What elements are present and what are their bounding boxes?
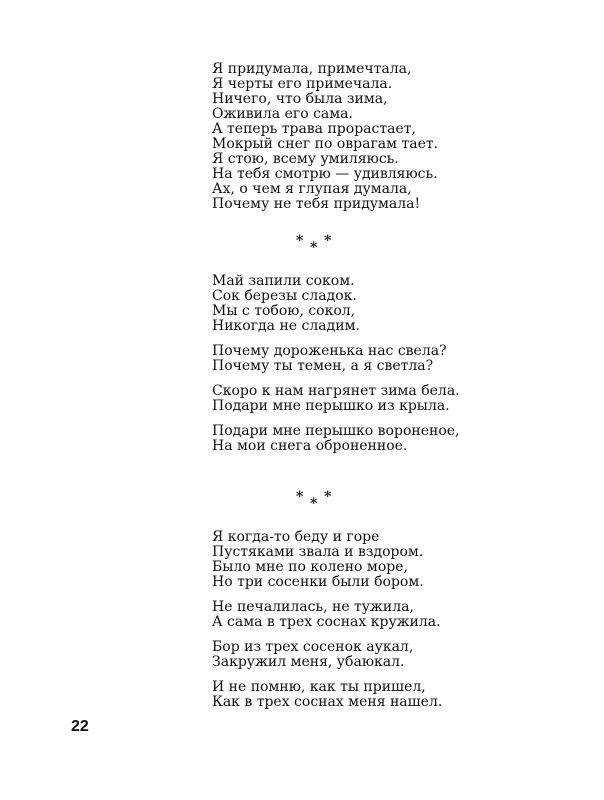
poem-3	[212, 530, 442, 710]
verse-line: Почему ты темен, а я светла?	[212, 358, 434, 374]
stanza	[212, 680, 442, 710]
verse-line: Почему не тебя придумала!	[212, 196, 421, 212]
verse-line: Но три сосенки были бором.	[212, 574, 424, 590]
verse-line: Мокрый снег по оврагам тает.	[212, 136, 439, 152]
verse-line: Я когда-то беду и горе	[212, 529, 380, 545]
verse-line: На мои снега оброненное.	[212, 438, 408, 454]
verse-line: Я стою, всему умиляюсь.	[212, 151, 399, 167]
verse-line: Ах, о чем я глупая думала,	[212, 181, 412, 197]
separator-star: *	[296, 489, 304, 505]
asterism-separator-1	[0, 233, 604, 256]
asterism-separator-2	[0, 489, 604, 512]
verse-line: Никогда не сладим.	[212, 318, 360, 334]
stanza	[212, 530, 442, 590]
verse-line: Как в трех соснах меня нашел.	[212, 694, 443, 710]
verse-line: На тебя смотрю — удивляюсь.	[212, 166, 438, 182]
verse-line: Я придумала, примечтала,	[212, 61, 412, 77]
verse-line: Подари мне перышко из крыла.	[212, 398, 450, 414]
verse-line: Подари мне перышко вороненое,	[212, 423, 460, 439]
stanza	[212, 62, 438, 212]
stanza	[212, 274, 460, 334]
verse-line: Было мне по колено море,	[212, 559, 408, 575]
verse-line: А теперь трава прорастает,	[212, 121, 416, 137]
page-number: 22	[71, 718, 89, 735]
verse-line: Я черты его примечала.	[212, 76, 393, 92]
stanza	[212, 600, 442, 630]
verse-line: Почему дороженька нас свела?	[212, 343, 447, 359]
verse-line: Оживила его сама.	[212, 106, 353, 122]
separator-star: *	[310, 240, 318, 256]
separator-star: *	[324, 489, 332, 505]
separator-star: *	[310, 496, 318, 512]
verse-line: И не помню, как ты пришел,	[212, 679, 426, 695]
verse-line: Май запили соком.	[212, 273, 355, 289]
verse-line: Закружил меня, убаюкал.	[212, 654, 405, 670]
stanza	[212, 384, 460, 414]
verse-line: Пустяками звала и вздором.	[212, 544, 424, 560]
poem-1	[212, 62, 438, 212]
verse-line: Скоро к нам нагрянет зима бела.	[212, 383, 460, 399]
verse-line: Мы с тобою, сокол,	[212, 303, 356, 319]
separator-star: *	[296, 233, 304, 249]
verse-line: Сок березы сладок.	[212, 288, 357, 304]
verse-line: Бор из трех сосенок аукал,	[212, 639, 414, 655]
verse-line: А сама в трех соснах кружила.	[212, 614, 441, 630]
stanza	[212, 344, 460, 374]
stanza	[212, 424, 460, 454]
verse-line: Ничего, что была зима,	[212, 91, 388, 107]
separator-star: *	[324, 233, 332, 249]
poem-2	[212, 274, 460, 454]
verse-line: Не печалилась, не тужила,	[212, 599, 414, 615]
stanza	[212, 640, 442, 670]
